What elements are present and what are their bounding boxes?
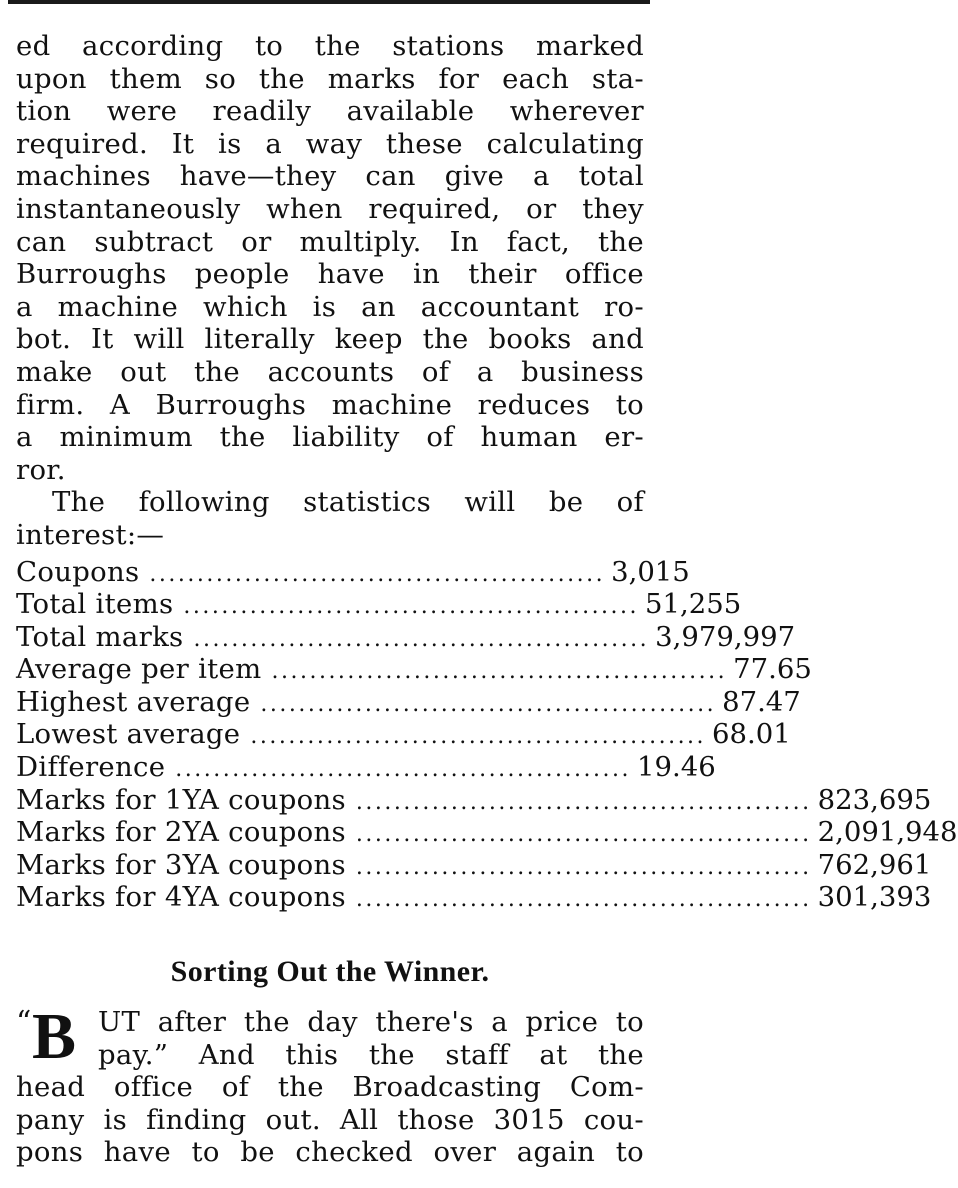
text-line: instantaneously when required, or they	[16, 192, 644, 225]
stat-label: Average per item	[16, 653, 262, 686]
leader-dots: ................................................	[355, 822, 812, 848]
stat-label: Coupons	[16, 555, 140, 588]
statistics-row	[16, 848, 932, 882]
text-line: UT after the day there's a price to	[98, 1006, 644, 1039]
text-line: upon them so the marks for each sta-	[16, 62, 644, 95]
stat-label: Marks for 4YA coupons	[16, 881, 346, 914]
paragraph-statistics-intro	[16, 486, 644, 551]
stat-value: 87.47	[722, 685, 801, 718]
leader-dots: ................................................	[175, 757, 631, 783]
statistics-row	[16, 881, 932, 914]
stat-value: 762,961	[817, 848, 932, 881]
stat-label: Total items	[16, 588, 174, 621]
statistics-row	[16, 718, 791, 751]
statistics-row	[16, 751, 716, 784]
leader-dots: ................................................	[183, 594, 640, 620]
text-line: pons have to be checked over again to	[16, 1136, 644, 1169]
text-line: ed according to the stations marked	[16, 30, 644, 62]
leader-dots: ................................................	[260, 691, 717, 717]
stat-label: Lowest average	[16, 718, 241, 751]
leader-dots: ................................................	[271, 659, 728, 685]
stat-label: Marks for 1YA coupons	[16, 783, 346, 816]
statistics-row	[16, 685, 801, 719]
statistics-row	[16, 816, 958, 849]
text-line: The following statistics will be of	[52, 486, 644, 519]
text-line: machines have—they can give a total	[16, 160, 644, 193]
article-column	[16, 30, 958, 1169]
statistics-row	[16, 653, 812, 686]
opening-quote: “	[16, 1005, 32, 1041]
top-rule	[8, 0, 650, 4]
stat-label: Difference	[16, 751, 166, 784]
text-line: can subtract or multiply. In fact, the	[16, 225, 644, 258]
text-line: a minimum the liability of human er-	[16, 421, 644, 454]
statistics-row	[16, 620, 796, 654]
paragraph-calculating-machines	[16, 30, 644, 486]
stat-label: Marks for 3YA coupons	[16, 848, 346, 881]
leader-dots: ................................................	[193, 626, 650, 652]
drop-cap: B	[32, 1000, 77, 1074]
statistics-table	[16, 555, 958, 915]
text-line: bot. It will literally keep the books and	[16, 323, 644, 356]
leader-dots: ................................................	[355, 789, 812, 815]
text-line: firm. A Burroughs machine reduces to	[16, 388, 644, 421]
statistics-row	[16, 555, 690, 589]
leader-dots: ................................................	[250, 724, 707, 750]
stat-value: 77.65	[733, 653, 812, 686]
leader-dots: ................................................	[355, 854, 812, 880]
text-line: Burroughs people have in their office	[16, 258, 644, 291]
stat-value: 301,393	[817, 881, 932, 914]
stat-label: Marks for 2YA coupons	[16, 816, 346, 849]
text-line: make out the accounts of a business	[16, 355, 644, 388]
stat-value: 68.01	[712, 718, 791, 751]
stat-value: 3,015	[611, 555, 690, 588]
text-line: pany is finding out. All those 3015 cou-	[16, 1103, 644, 1136]
stat-label: Highest average	[16, 685, 251, 718]
stat-value: 3,979,997	[655, 620, 796, 653]
paragraph-sorting-winner	[16, 1000, 644, 1169]
leader-dots: ................................................	[149, 561, 606, 587]
text-line: required. It is a way these calculating	[16, 127, 644, 160]
text-line: pay.” And this the staff at the	[98, 1038, 644, 1071]
section-heading: Sorting Out the Winner.	[170, 955, 490, 989]
text-line: tion were readily available wherever	[16, 95, 644, 128]
stat-value: 51,255	[645, 588, 742, 621]
statistics-row	[16, 783, 932, 817]
text-line: interest:—	[16, 518, 165, 551]
text-line: a machine which is an accountant ro-	[16, 290, 644, 323]
stat-value: 823,695	[817, 783, 932, 816]
statistics-row	[16, 588, 742, 621]
stat-value: 2,091,948	[817, 816, 958, 849]
leader-dots: ................................................	[355, 887, 812, 913]
stat-value: 19.46	[636, 751, 716, 784]
stat-label: Total marks	[16, 620, 184, 653]
text-line: ror.	[16, 453, 66, 486]
text-line: head office of the Broadcasting Com-	[16, 1071, 644, 1104]
